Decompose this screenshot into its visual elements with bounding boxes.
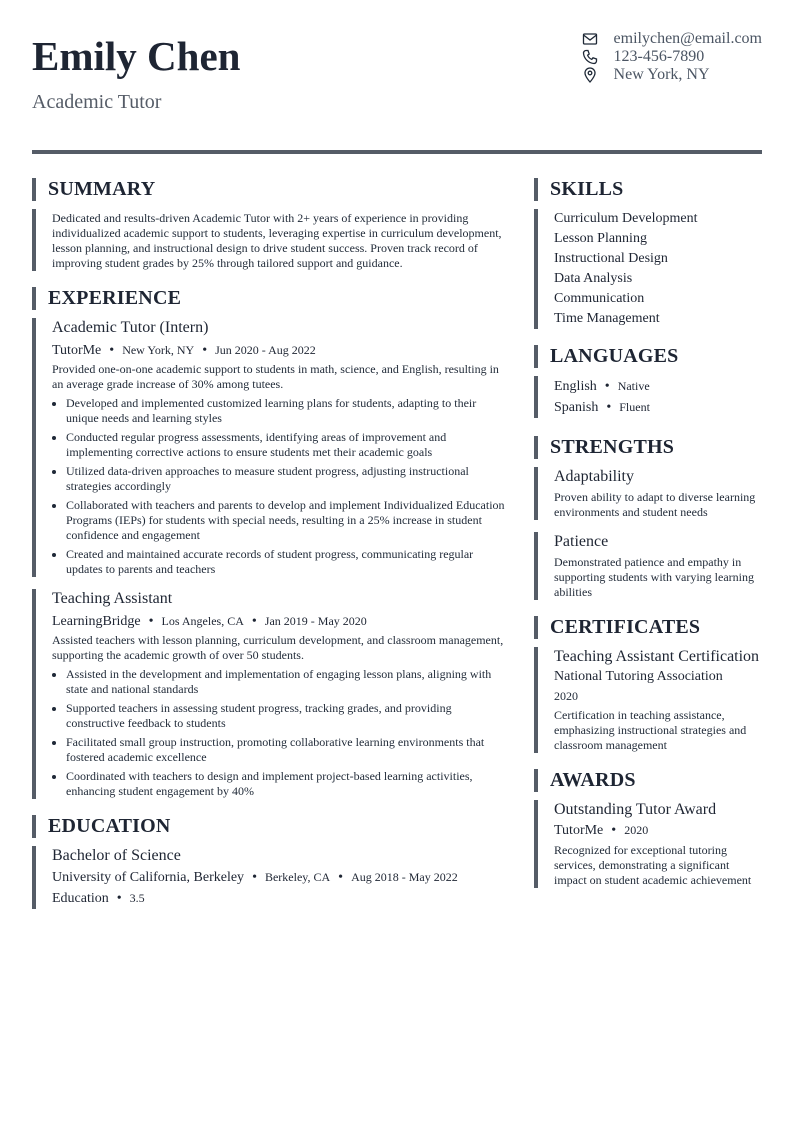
list-item: • Facilitated small group instruction, promoting collaborative learning environments that fostered academic excellence — [66, 735, 510, 765]
candidate-name: Emily Chen — [32, 33, 241, 79]
skill-item: Instructional Design — [554, 251, 668, 266]
strength-name: Adaptability — [554, 468, 634, 485]
strength-name: Patience — [554, 533, 609, 550]
strength-text: Demonstrated patience and empathy in supporting students with varying learning abilities — [554, 555, 754, 599]
strength-text: Proven ability to adapt to diverse learning environments and student needs — [554, 490, 756, 519]
separator: • — [148, 614, 154, 629]
job-dates: Jun 2020 - Aug 2022 — [215, 343, 316, 357]
school-location: Berkeley, CA — [264, 870, 331, 884]
degree: Bachelor of Science — [52, 847, 181, 864]
education-field — [52, 888, 510, 909]
separator: • — [606, 400, 612, 415]
language-name: English — [554, 379, 597, 394]
list-item: • Developed and implemented customized learning plans for students, adapting to their unique needs and learning styles — [66, 396, 510, 426]
language-item — [554, 397, 762, 418]
separator: • — [611, 823, 617, 838]
education-entry — [32, 846, 510, 909]
certificate-issuer: National Tutoring Association — [554, 669, 723, 684]
skills-list — [534, 209, 762, 329]
job-description: Provided one-on-one academic support to students in math, science, and English, resulting in an average grade increase of 30% among tutees. — [52, 362, 499, 391]
education-heading: EDUCATION — [32, 815, 510, 838]
separator: • — [604, 379, 610, 394]
certificate-year: 2020 — [554, 689, 578, 703]
award-entry — [534, 800, 762, 888]
language-name: Spanish — [554, 400, 599, 415]
job-title: Teaching Assistant — [52, 590, 173, 607]
languages-list — [534, 376, 762, 418]
experience-entry — [32, 589, 510, 799]
separator: • — [116, 891, 122, 906]
location-pin-icon — [582, 67, 598, 83]
job-dates: Jan 2019 - May 2020 — [264, 614, 367, 628]
language-item — [554, 376, 762, 397]
strengths-heading: STRENGTHS — [534, 436, 762, 459]
separator: • — [202, 343, 208, 358]
gpa: 3.5 — [129, 891, 145, 905]
award-year: 2020 — [624, 823, 649, 837]
separator: • — [338, 870, 344, 885]
contact-location — [582, 66, 762, 84]
candidate-role: Academic Tutor — [32, 91, 162, 113]
education-meta — [52, 867, 510, 888]
job-location: New York, NY — [122, 343, 195, 357]
language-level: Native — [617, 379, 650, 393]
strength-item — [534, 532, 762, 600]
job-location: Los Angeles, CA — [161, 614, 244, 628]
separator: • — [251, 614, 257, 629]
language-level: Fluent — [619, 400, 650, 414]
skills-heading: SKILLS — [534, 178, 762, 201]
contact-email[interactable] — [582, 30, 762, 48]
job-meta — [52, 340, 510, 361]
skill-item: Data Analysis — [554, 271, 633, 286]
job-bullets — [52, 396, 510, 577]
list-item: • Collaborated with teachers and parents to develop and implement Individualized Education Programs (IEPs) for students with special needs, resulting in a 25% increase in student confidence and engagement — [66, 498, 510, 543]
strength-item — [534, 467, 762, 520]
certificate-text: Certification in teaching assistance, emphasizing instructional strategies and classroom management — [554, 708, 747, 752]
job-meta — [52, 611, 510, 632]
certificates-heading: CERTIFICATES — [534, 616, 762, 639]
awards-heading: AWARDS — [534, 769, 762, 792]
list-item: • Assisted in the development and implementation of engaging lesson plans, aligning with state and national standards — [66, 667, 510, 697]
main-column — [32, 178, 510, 909]
languages-heading: LANGUAGES — [534, 345, 762, 368]
skill-item: Lesson Planning — [554, 231, 647, 246]
experience-entry — [32, 318, 510, 577]
certificate-name: Teaching Assistant Certification — [554, 648, 760, 665]
list-item: • Conducted regular progress assessments, identifying areas of improvement and implementing corrective actions to ensure students met their academic goals — [66, 430, 510, 460]
resume-header — [32, 30, 762, 114]
award-issuer: TutorMe — [554, 823, 604, 838]
job-company: LearningBridge — [52, 614, 141, 629]
certificate-entry — [534, 647, 762, 753]
award-text: Recognized for exceptional tutoring services, demonstrating a significant impact on student academic achievement — [554, 843, 752, 887]
list-item: • Coordinated with teachers to design and implement project-based learning activities, enhancing student engagement by 40% — [66, 769, 510, 799]
contact-phone[interactable] — [582, 48, 762, 66]
location-text: New York, NY — [613, 66, 710, 83]
separator: • — [252, 870, 257, 885]
separator: • — [109, 343, 115, 358]
experience-heading: EXPERIENCE — [32, 287, 510, 310]
list-item: • Supported teachers in assessing student progress, tracking grades, and providing constructive feedback to students — [66, 701, 510, 731]
phone-text: 123-456-7890 — [613, 48, 705, 65]
school-name: University of California, Berkeley — [52, 870, 245, 885]
phone-icon — [582, 49, 598, 65]
job-title: Academic Tutor (Intern) — [52, 319, 209, 336]
email-text: emilychen@email.com — [613, 30, 762, 47]
award-name: Outstanding Tutor Award — [554, 801, 717, 818]
skill-item: Communication — [554, 291, 645, 306]
field-name: Education — [52, 891, 109, 906]
summary-heading: SUMMARY — [32, 178, 510, 201]
job-bullets — [52, 667, 510, 799]
summary-text: Dedicated and results-driven Academic Tutor with 2+ years of experience in providing individualized academic support to students, leveraging expertise in curriculum development, lesson planning, and instructional design to drive student success. Proven track record of improving student grades by 25% through tailored support and guidance. — [52, 211, 502, 270]
list-item: • Created and maintained accurate records of student progress, communicating regular updates to parents and teachers — [66, 547, 510, 577]
list-item: • Utilized data-driven approaches to measure student progress, adjusting instructional strategies accordingly — [66, 464, 510, 494]
skill-item: Curriculum Development — [554, 211, 698, 226]
sidebar-column — [534, 178, 762, 888]
education-dates: Aug 2018 - May 2022 — [351, 870, 458, 884]
job-description: Assisted teachers with lesson planning, curriculum development, and classroom management, supporting the academic growth of over 50 students. — [52, 633, 504, 662]
award-meta — [554, 820, 762, 841]
header-divider — [32, 150, 762, 154]
contact-info — [582, 30, 762, 84]
mail-icon — [582, 31, 598, 47]
skill-item: Time Management — [554, 311, 660, 326]
job-company: TutorMe — [52, 343, 102, 358]
summary-section — [32, 209, 510, 271]
